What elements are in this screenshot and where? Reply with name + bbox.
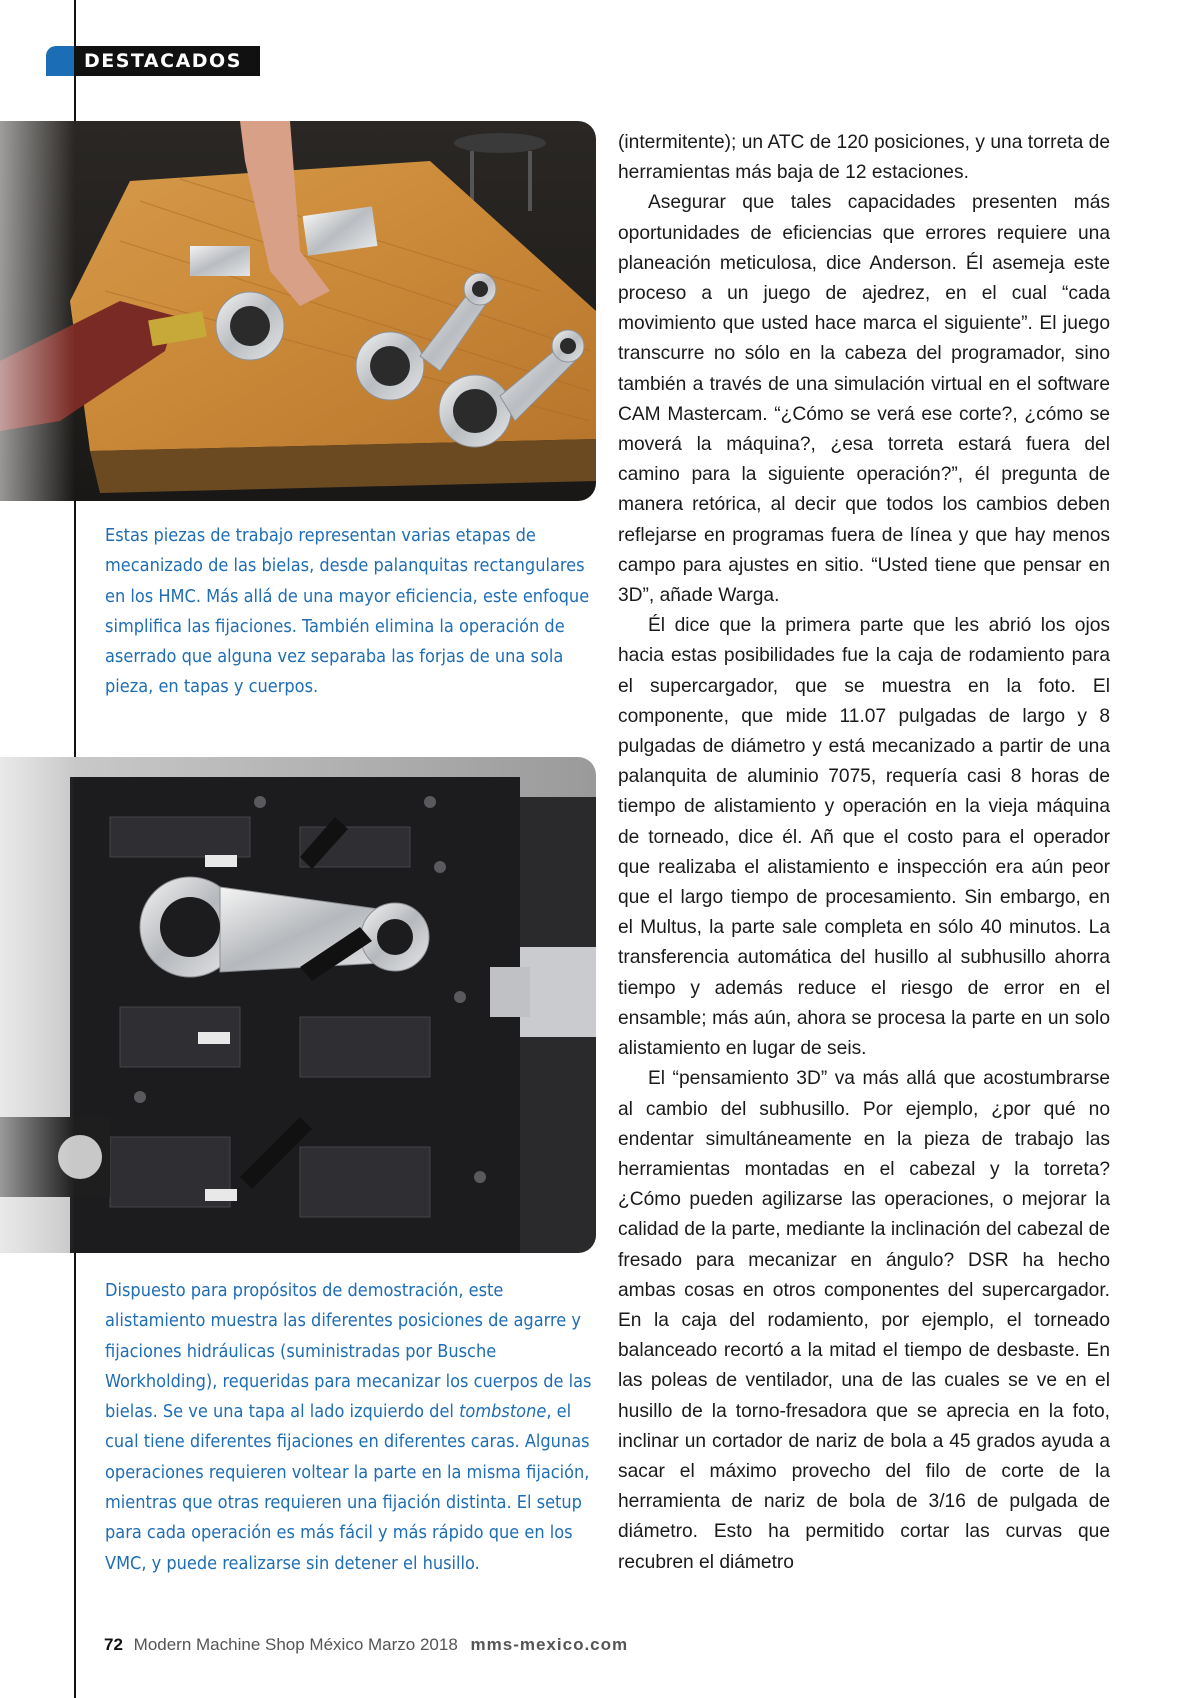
photo-2-caption-italic: tombstone xyxy=(459,1401,547,1423)
body-paragraph-2: Asegurar que tales capacidades presenten más oportunidades de eficiencias que errores requiere una planeación meticulosa, dice Anderson. Él asemeja este proceso a un juego de ajedrez, en el cual “cada movimiento que usted hace marca el siguiente”. El juego transcurre no sólo en la cabeza del programador, sino también a través de una simulación virtual en el software CAM Mastercam. “¿Cómo se verá ese corte?, ¿cómo se moverá la máquina?, ¿esa torreta estará fuera del camino para la siguiente operación?”, él pregunta de manera retórica, al decir que todos los cambios deben reflejarse en programas fuera de línea y que hay menos campo para ajustes en sitio. “Usted tiene que pensar en 3D”, añade Warga. xyxy=(618,192,1110,607)
page-number: 72 xyxy=(104,1635,123,1654)
photo-2-caption xyxy=(105,1276,595,1579)
photo-tombstone-fixture xyxy=(0,757,596,1253)
section-tag-accent xyxy=(46,46,74,76)
photo-connecting-rods-bench xyxy=(0,121,596,501)
publication-url[interactable]: mms-mexico.com xyxy=(470,1635,629,1654)
photo-2-caption-part-1: Dispuesto para propósitos de demostración, este alistamiento muestra las diferentes posiciones de agarre y fijaciones hidráulicas (suministradas por Busche Workholding), requeridas para mecanizar los cuerpos de las bielas. Se ve una tapa al lado izquierdo del xyxy=(105,1280,592,1423)
section-tag xyxy=(46,46,260,76)
body-paragraph-4: El “pensamiento 3D” va más allá que acostumbrarse al cambio del subhusillo. Por ejemplo, ¿por qué no endentar simultáneamente en la pieza de trabajo las herramientas montadas en el cabezal y la torreta? ¿Cómo pueden agilizarse las operaciones, o mejorar la calidad de la parte, mediante la inclinación del cabezal de fresado para mecanizar en ángulo? DSR ha hecho ambas cosas en otros componentes del supercargador. En la caja del rodamiento, por ejemplo, el torneado balanceado recortó a la mitad el tiempo de desbaste. En las poleas de ventilador, una de las cuales se ve en el husillo de la torno-fresadora que se aprecia en la foto, inclinar un cortador de nariz de bola a 45 grados ayuda a sacar el máximo provecho del filo de corte de la herramienta de nariz de bola de 3/16 de pulgada de diámetro. Esto ha permitido cortar las curvas que recubren el diámetro xyxy=(618,1068,1110,1573)
photo-2-caption-part-2: , el cual tiene diferentes fijaciones en diferentes caras. Algunas operaciones requieren voltear la parte en la misma fijación, mientras que otras requieren una fijación distinta. El setup para cada operación es más fácil y más rápido que en los VMC, y puede realizarse sin detener el husillo. xyxy=(105,1401,590,1574)
photo-1-caption-text: Estas piezas de trabajo representan varias etapas de mecanizado de las bielas, desde palanquitas rectangulares en los HMC. Más allá de una mayor eficiencia, este enfoque simplifica las fijaciones. También elimina la operación de aserrado que alguna vez separaba las forjas de una sola pieza, en tapas y cuerpos. xyxy=(105,525,590,698)
publication-line: Modern Machine Shop México Marzo 2018 xyxy=(133,1635,458,1654)
photo-1-caption xyxy=(105,521,595,703)
body-paragraph-1: (intermitente); un ATC de 120 posiciones, y una torreta de herramientas más baja de 12 estaciones. xyxy=(618,132,1110,184)
body-paragraph-3: Él dice que la primera parte que les abrió los ojos hacia estas posibilidades fue la caja de rodamiento para el supercargador, que se muestra en la foto. El componente, que mide 11.07 pulgadas de largo y 8 pulgadas de diámetro y está mecanizado a partir de una palanquita de aluminio 7075, requería casi 8 horas de tiempo de alistamiento y operación en la vieja máquina de torneado, dice él. Añ que el costo para el operador que realizaba el alistamiento e inspección era aún peor que el largo tiempo de procesamiento. Sin embargo, en el Multus, la parte sale completa en sólo 40 minutos. La transferencia automática del husillo al subhusillo ahorra tiempo y además reduce el riesgo de error en el ensamble; más aún, ahora se procesa la parte en un solo alistamiento en lugar de seis. xyxy=(618,615,1110,1060)
photo-2-caption-text xyxy=(105,1276,595,1579)
page-footer xyxy=(104,1635,628,1655)
article-body-column xyxy=(618,128,1110,1578)
section-tag-label: DESTACADOS xyxy=(74,46,260,76)
